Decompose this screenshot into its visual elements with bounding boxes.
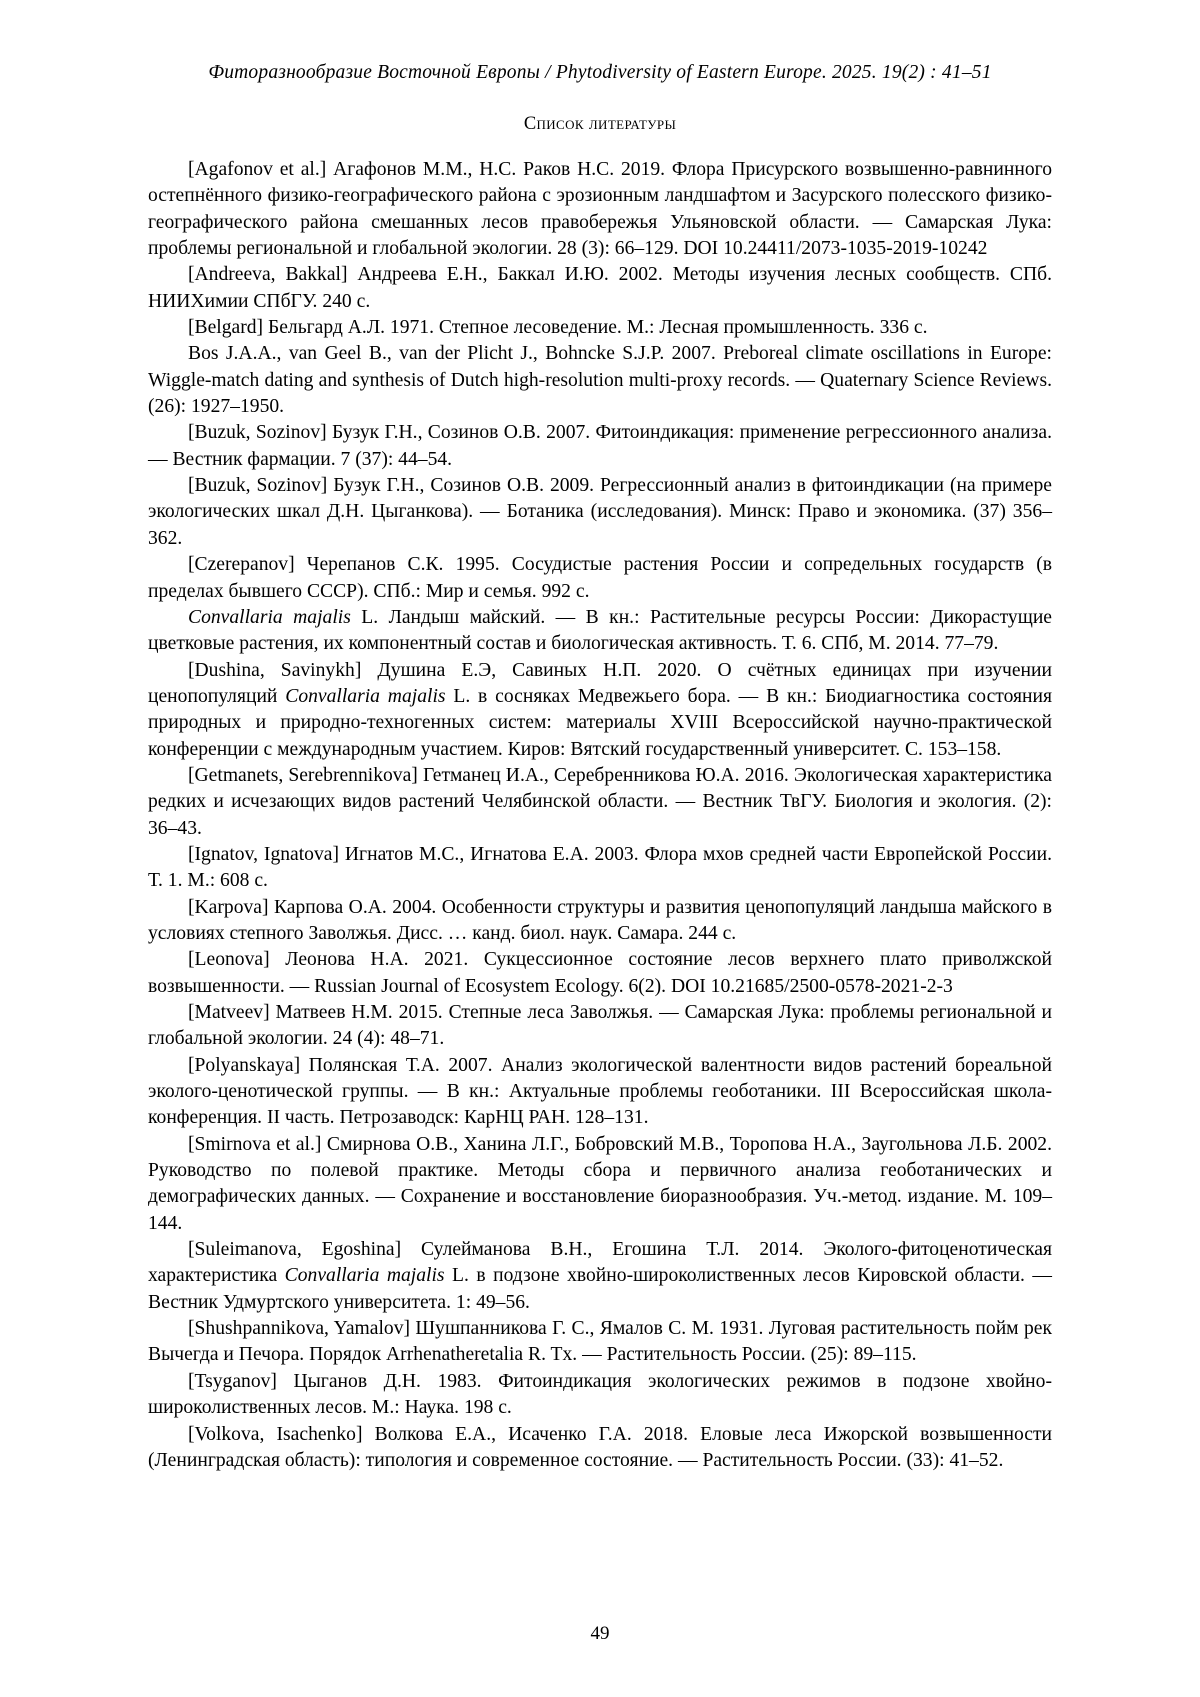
page-title: Список литературы bbox=[523, 114, 677, 134]
reference-entry: Convallaria majalis L. Ландыш майский. — В кн.: Растительные ресурсы России: Дикорастущие цветковые растения, их компонентный состав и биологическая активность. Т. 6. СПб, М. 2014. 77–79. bbox=[148, 606, 1052, 655]
reference-entry: [Getmanets, Serebrennikova] Гетманец И.А., Серебренникова Ю.А. 2016. Экологическая характеристика редких и исчезающих видов растений Челябинской области. — Вестник ТвГУ. Биология и экология. (2): 36–43. bbox=[148, 764, 1052, 839]
reference-entry: [Karpova] Карпова О.А. 2004. Особенности структуры и развития ценопопуляций ландыша майского в условиях степного Заволжья. Дисс. … канд. биол. наук. Самара. 244 с. bbox=[148, 896, 1052, 944]
reference-list bbox=[148, 157, 1052, 1474]
reference-entry: [Tsyganov] Цыганов Д.Н. 1983. Фитоиндикация экологических режимов в подзоне хвойно-широколиственных лесов. М.: Наука. 198 с. bbox=[148, 1370, 1052, 1419]
reference-entry: [Leonova] Леонова Н.А. 2021. Сукцессионное состояние лесов верхнего плато приволжской возвышенности. — Russian Journal of Ecosystem Ecology. 6(2). DOI 10.21685/2500-0578-2021-2-3 bbox=[148, 949, 1052, 997]
page-number: 49 bbox=[590, 1623, 610, 1644]
reference-entry: [Smirnova et al.] Смирнова О.В., Ханина Л.Г., Бобровский М.В., Торопова Н.А., Заугольнова Л.Б. 2002. Руководство по полевой практике. Методы сбора и первичного анализа геоботанических и демографических данных. — Сохранение и восстановление биоразнообразия. Уч.-метод. издание. М. 109–144. bbox=[148, 1133, 1052, 1234]
reference-entry: [Ignatov, Ignatova] Игнатов М.С., Игнатова Е.А. 2003. Флора мхов средней части Европейской России. Т. 1. М.: 608 с. bbox=[148, 843, 1052, 892]
reference-entry: [Andreeva, Bakkal] Андреева Е.Н., Баккал И.Ю. 2002. Методы изучения лесных сообществ. СПб. НИИХимии СПбГУ. 240 с. bbox=[148, 264, 1052, 312]
reference-entry: [Volkova, Isachenko] Волкова Е.А., Исаченко Г.А. 2018. Еловые леса Ижорской возвышенности (Ленинградская область): типология и современное состояние. — Растительность России. (33): 41–52. bbox=[148, 1423, 1052, 1471]
reference-entry: [Shushpannikova, Yamalov] Шушпанникова Г. С., Ямалов С. М. 1931. Луговая растительность пойм рек Вычегда и Печора. Порядок Arrhenatheretalia R. Tx. — Растительность России. (25): 89–115. bbox=[148, 1318, 1052, 1366]
reference-entry: [Buzuk, Sozinov] Бузук Г.Н., Созинов О.В. 2007. Фитоиндикация: применение регрессионного анализа. — Вестник фармации. 7 (37): 44–54. bbox=[148, 422, 1052, 470]
reference-entry: [Buzuk, Sozinov] Бузук Г.Н., Созинов О.В. 2009. Регрессионный анализ в фитоиндикации (на примере экологических шкал Д.Н. Цыганкова). — Ботаника (исследования). Минск: Право и экономика. (37) 356–362. bbox=[148, 475, 1052, 549]
reference-entry: [Agafonov et al.] Агафонов М.М., Н.С. Раков Н.С. 2019. Флора Присурского возвышенно-равнинного остепнённого физико-географического района с эрозионным ландшафтом и Засурского полесского физико-географического района смешанных лесов правобережья Ульяновской области. — Самарская Лука: проблемы региональной и глобальной экологии. 28 (3): 66–129. DOI 10.24411/2073-1035-2019-10242 bbox=[148, 159, 1052, 260]
reference-entry: [Dushina, Savinykh] Душина Е.Э, Савиных Н.П. 2020. О счётных единицах при изучении ценопопуляций Convallaria majalis L. в сосняках Медвежьего бора. — В кн.: Биодиагностика состояния природных и природно-техногенных систем: материалы XVIII Всероссийской научно-практической конференции с международным участием. Киров: Вятский государственный университет. С. 153–158. bbox=[148, 659, 1052, 760]
running-head: Фиторазнообразие Восточной Европы / Phytodiversity of Eastern Europe. 2025. 19(2) : 41–51 bbox=[208, 62, 992, 83]
reference-entry: [Belgard] Бельгард А.Л. 1971. Степное лесоведение. М.: Лесная промышленность. 336 с. bbox=[188, 317, 928, 339]
reference-entry: [Suleimanova, Egoshina] Сулейманова В.Н., Егошина Т.Л. 2014. Эколого-фитоценотическая характеристика Convallaria majalis L. в подзоне хвойно-широколиственных лесов Кировской области. — Вестник Удмуртского университета. 1: 49–56. bbox=[148, 1239, 1052, 1313]
reference-entry: Bos J.A.A., van Geel B., van der Plicht J., Bohncke S.J.P. 2007. Preboreal climate oscillations in Europe: Wiggle-match dating and synthesis of Dutch high-resolution multi-proxy records. — Quaternary Science Reviews. (26): 1927–1950. bbox=[148, 343, 1052, 418]
reference-entry: [Matveev] Матвеев Н.М. 2015. Степные леса Заволжья. — Самарская Лука: проблемы региональной и глобальной экологии. 24 (4): 48–71. bbox=[148, 1002, 1052, 1050]
reference-entry: [Polyanskaya] Полянская Т.А. 2007. Анализ экологической валентности видов растений бореальной эколого-ценотической группы. — В кн.: Актуальные проблемы геоботаники. III Всероссийская школа-конференция. II часть. Петрозаводск: КарНЦ РАН. 128–131. bbox=[148, 1054, 1052, 1129]
reference-entry: [Czerepanov] Черепанов С.К. 1995. Сосудистые растения России и сопредельных государств (в пределах бывшего СССР). СПб.: Мир и семья. 992 с. bbox=[148, 554, 1052, 602]
